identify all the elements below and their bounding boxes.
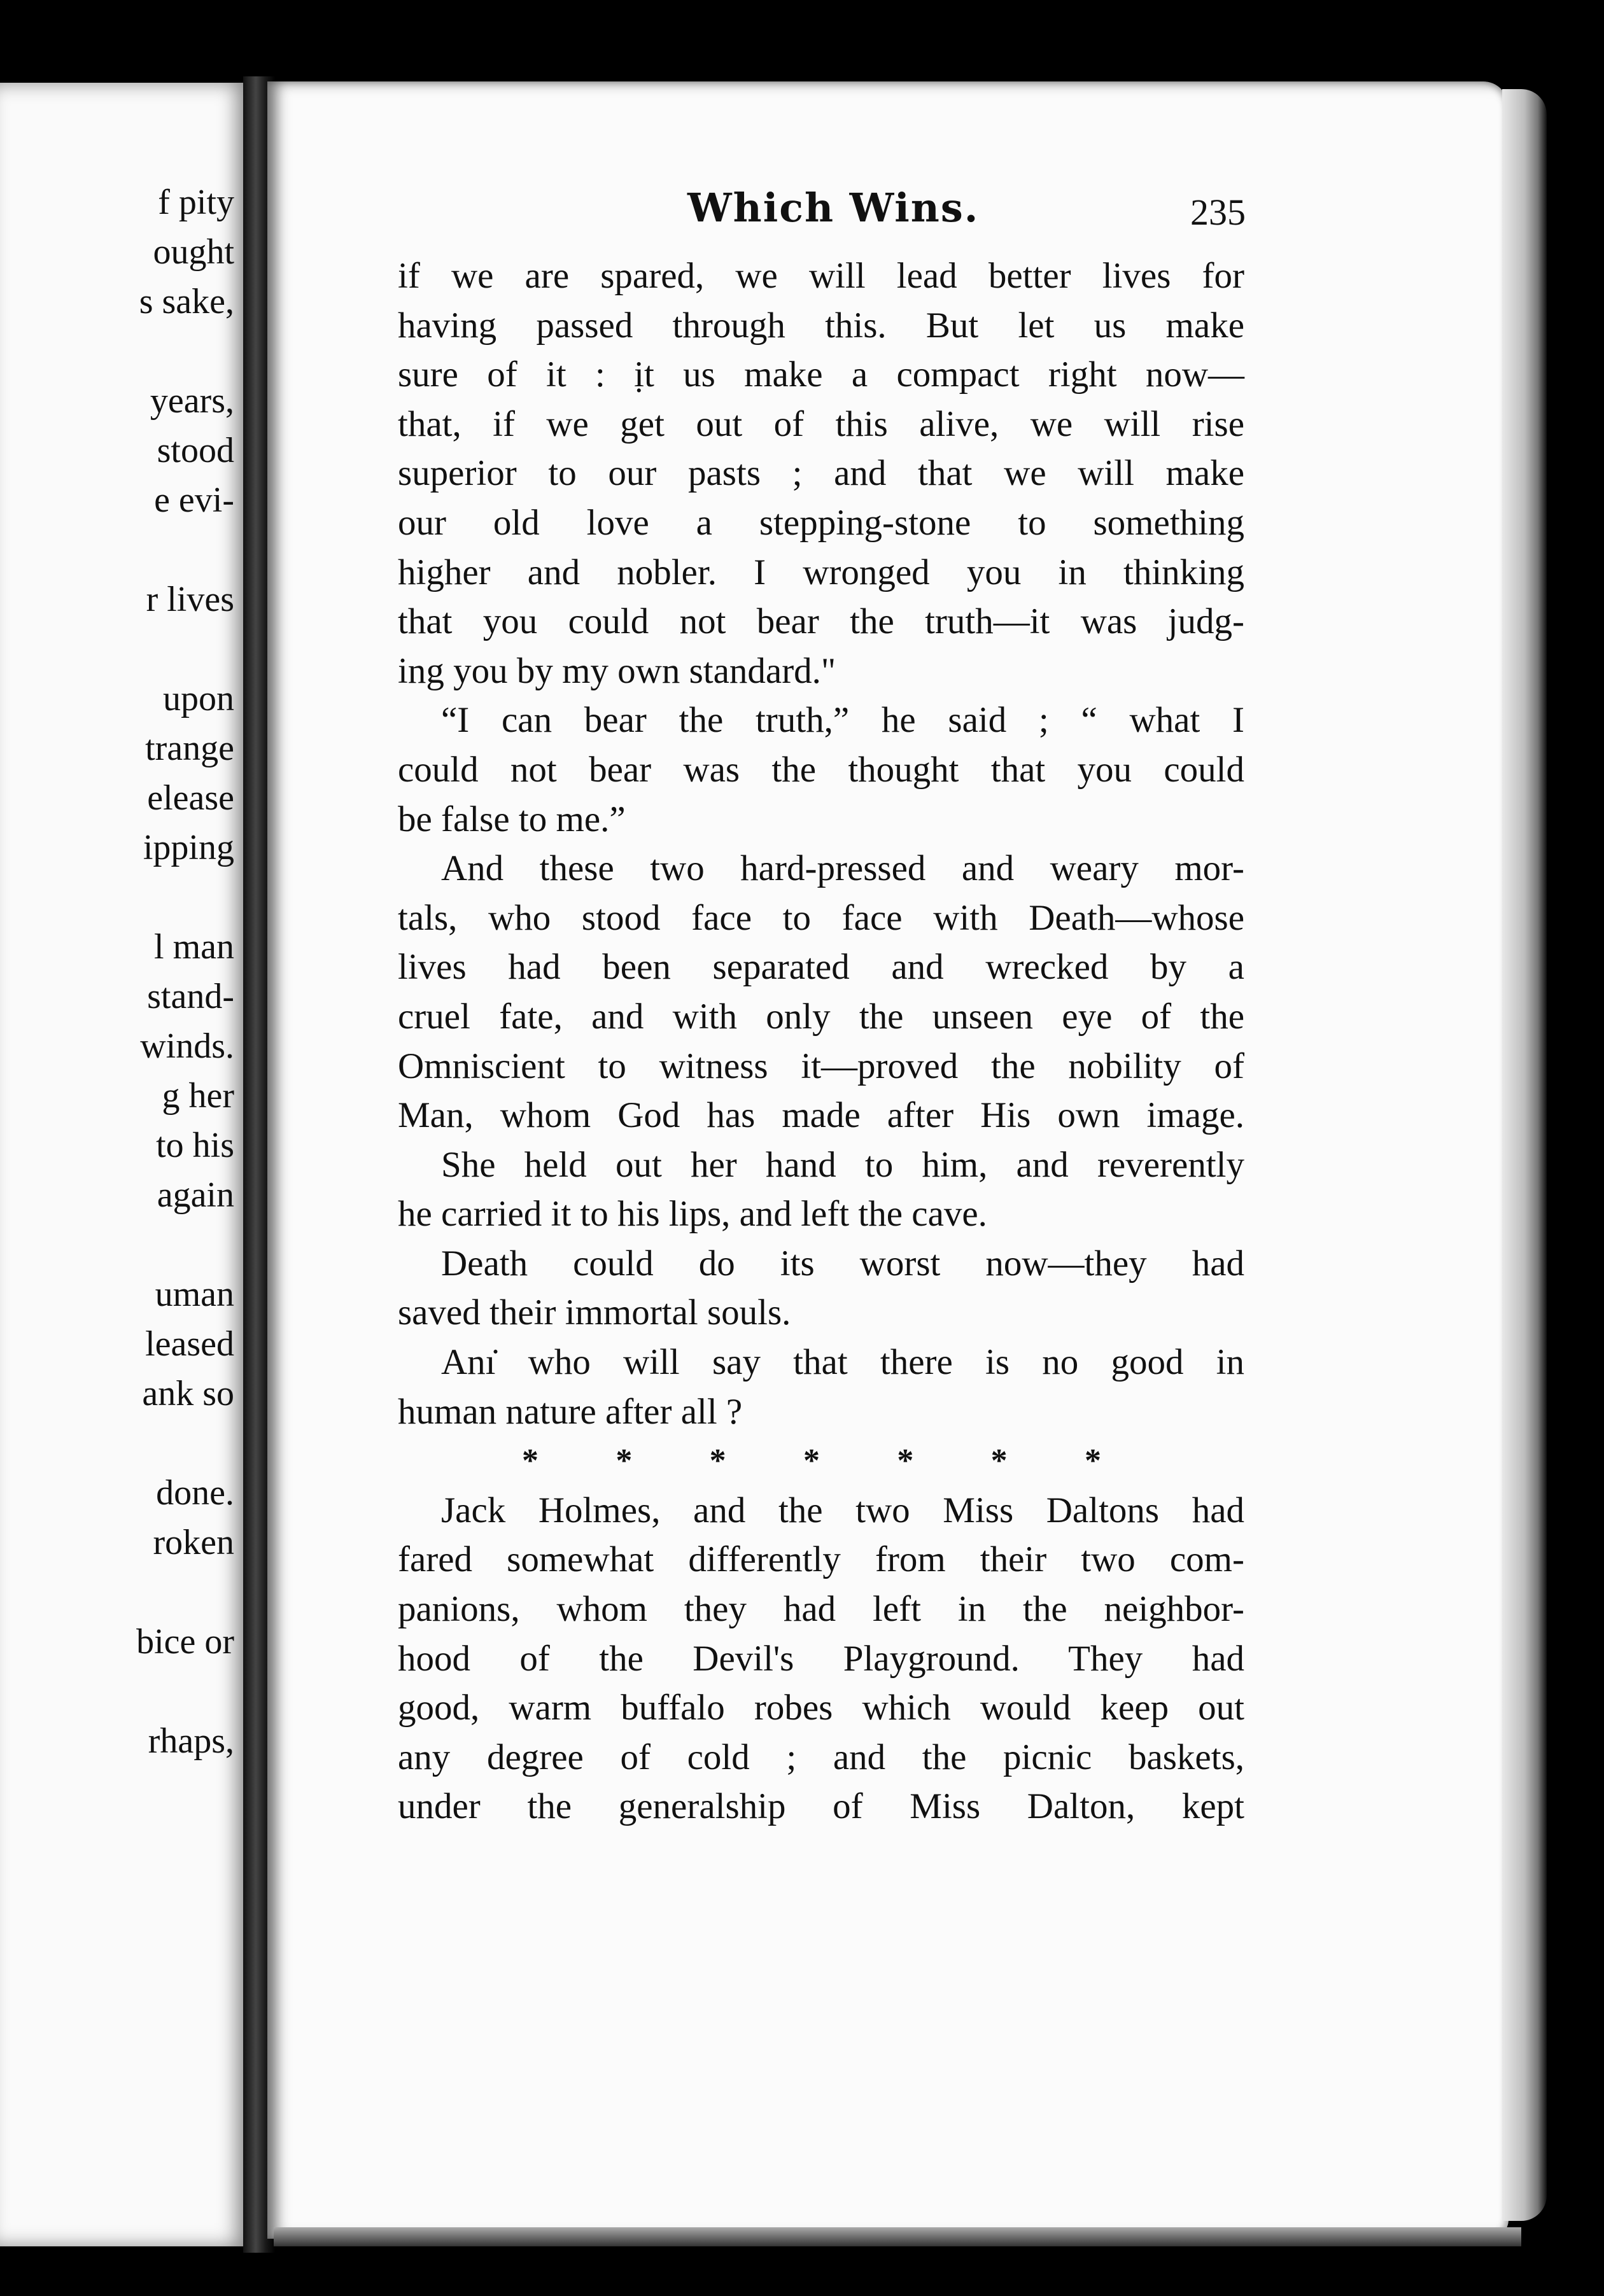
text-line: Anı̇ who will say that there is no good in	[441, 1342, 1244, 1383]
facing-page-line: f pity	[158, 183, 234, 222]
text-line: any degree of cold ; and the picnic baskets,	[398, 1737, 1244, 1777]
paragraph	[398, 251, 1244, 696]
facing-page-line: l man	[154, 927, 234, 967]
paragraph	[398, 1486, 1244, 1831]
separator-asterisk: *	[990, 1443, 1008, 1480]
section-separator	[522, 1436, 1101, 1486]
paragraph	[398, 1338, 1244, 1436]
facing-page-line: r lives	[146, 580, 234, 619]
facing-page-line: bice or	[136, 1622, 234, 1662]
facing-page-line: ought	[153, 232, 234, 272]
text-line: having passed through this. But let us make	[398, 305, 1244, 346]
body-text	[398, 251, 1244, 1831]
facing-page-line: s sake,	[139, 282, 234, 321]
text-line: fared somewhat differently from their two com-	[398, 1539, 1244, 1580]
page-edge	[1502, 89, 1547, 2221]
text-line: And these two hard-pressed and weary mor-	[441, 848, 1244, 889]
facing-page-line: years,	[150, 381, 234, 421]
text-line: Omniscient to witness it—proved the nobility of	[398, 1046, 1244, 1086]
facing-page-line: g her	[162, 1076, 234, 1116]
text-line: ing you by my own standard."	[398, 650, 836, 691]
facing-page-line: roken	[153, 1523, 234, 1562]
text-line: human nature after all ?	[398, 1391, 743, 1432]
text-line: superior to our pasts ; and that we will make	[398, 453, 1244, 494]
separator-asterisk: *	[522, 1443, 538, 1480]
facing-page-line: to his	[156, 1126, 234, 1165]
paragraph	[398, 844, 1244, 1140]
facing-page-line: stand-	[147, 977, 234, 1016]
text-line: Jack Holmes, and the two Miss Daltons had	[441, 1490, 1244, 1530]
text-line: be false to me.”	[398, 799, 626, 839]
paragraph	[398, 1140, 1244, 1239]
facing-page-line: e evi-	[154, 480, 234, 520]
running-head: Which Wins.	[687, 185, 980, 231]
text-line: our old love a stepping-stone to something	[398, 502, 1244, 543]
page-number: 235	[1190, 192, 1246, 233]
paragraph	[398, 696, 1244, 844]
text-line: good, warm buffalo robes which would keep out	[398, 1688, 1244, 1728]
separator-asterisk: *	[1084, 1443, 1101, 1480]
text-line: hood of the Devil's Playground. They had	[398, 1638, 1244, 1679]
facing-page-line: again	[157, 1175, 234, 1215]
facing-page-line: ipping	[143, 828, 234, 867]
text-line: saved their immortal souls.	[398, 1292, 791, 1333]
text-line: under the generalship of Miss Dalton, kept	[398, 1786, 1244, 1827]
text-line: tals, who stood face to face with Death—whose	[398, 897, 1244, 938]
page-bottom-edge	[274, 2227, 1521, 2246]
text-line: he carried it to his lips, and left the cave.	[398, 1194, 987, 1235]
facing-page-line: rhaps,	[148, 1721, 234, 1761]
text-line: could not bear was the thought that you could	[398, 749, 1244, 790]
text-line: Man, whom God has made after His own image.	[398, 1095, 1244, 1136]
paragraph	[398, 1239, 1244, 1338]
text-line: She held out her hand to him, and reverently	[441, 1144, 1244, 1185]
text-line: panions, whom they had left in the neighbor-	[398, 1589, 1244, 1630]
separator-asterisk: *	[616, 1443, 633, 1480]
facing-page-line: uman	[155, 1275, 234, 1314]
facing-page-line: elease	[147, 778, 234, 818]
facing-page-line: trange	[145, 729, 234, 768]
separator-asterisk: *	[803, 1443, 820, 1480]
text-line: Death could do its worst now—they had	[441, 1243, 1244, 1284]
text-line: lives had been separated and wrecked by a	[398, 947, 1244, 988]
separator-asterisk: *	[897, 1443, 914, 1480]
facing-page-line: ank so	[142, 1374, 234, 1413]
facing-page-line: upon	[163, 679, 234, 718]
text-line: sure of it : ịt us make a compact right now—	[398, 354, 1244, 395]
facing-page-line: done.	[156, 1473, 234, 1513]
facing-page-line: stood	[157, 431, 234, 470]
facing-page-left	[0, 83, 252, 2246]
facing-page-line: leased	[145, 1324, 234, 1364]
text-line: that you could not bear the truth—it was judg-	[398, 601, 1244, 642]
text-line: “I can bear the truth,” he said ; “ what I	[441, 700, 1244, 741]
text-line: that, if we get out of this alive, we will rise	[398, 403, 1244, 444]
facing-page-line: winds.	[140, 1026, 234, 1066]
text-line: higher and nobler. I wronged you in thinking	[398, 552, 1244, 592]
separator-asterisk: *	[709, 1443, 726, 1480]
text-line: cruel fate, and with only the unseen eye of the	[398, 996, 1244, 1037]
text-line: if we are spared, we will lead better lives for	[398, 256, 1244, 296]
